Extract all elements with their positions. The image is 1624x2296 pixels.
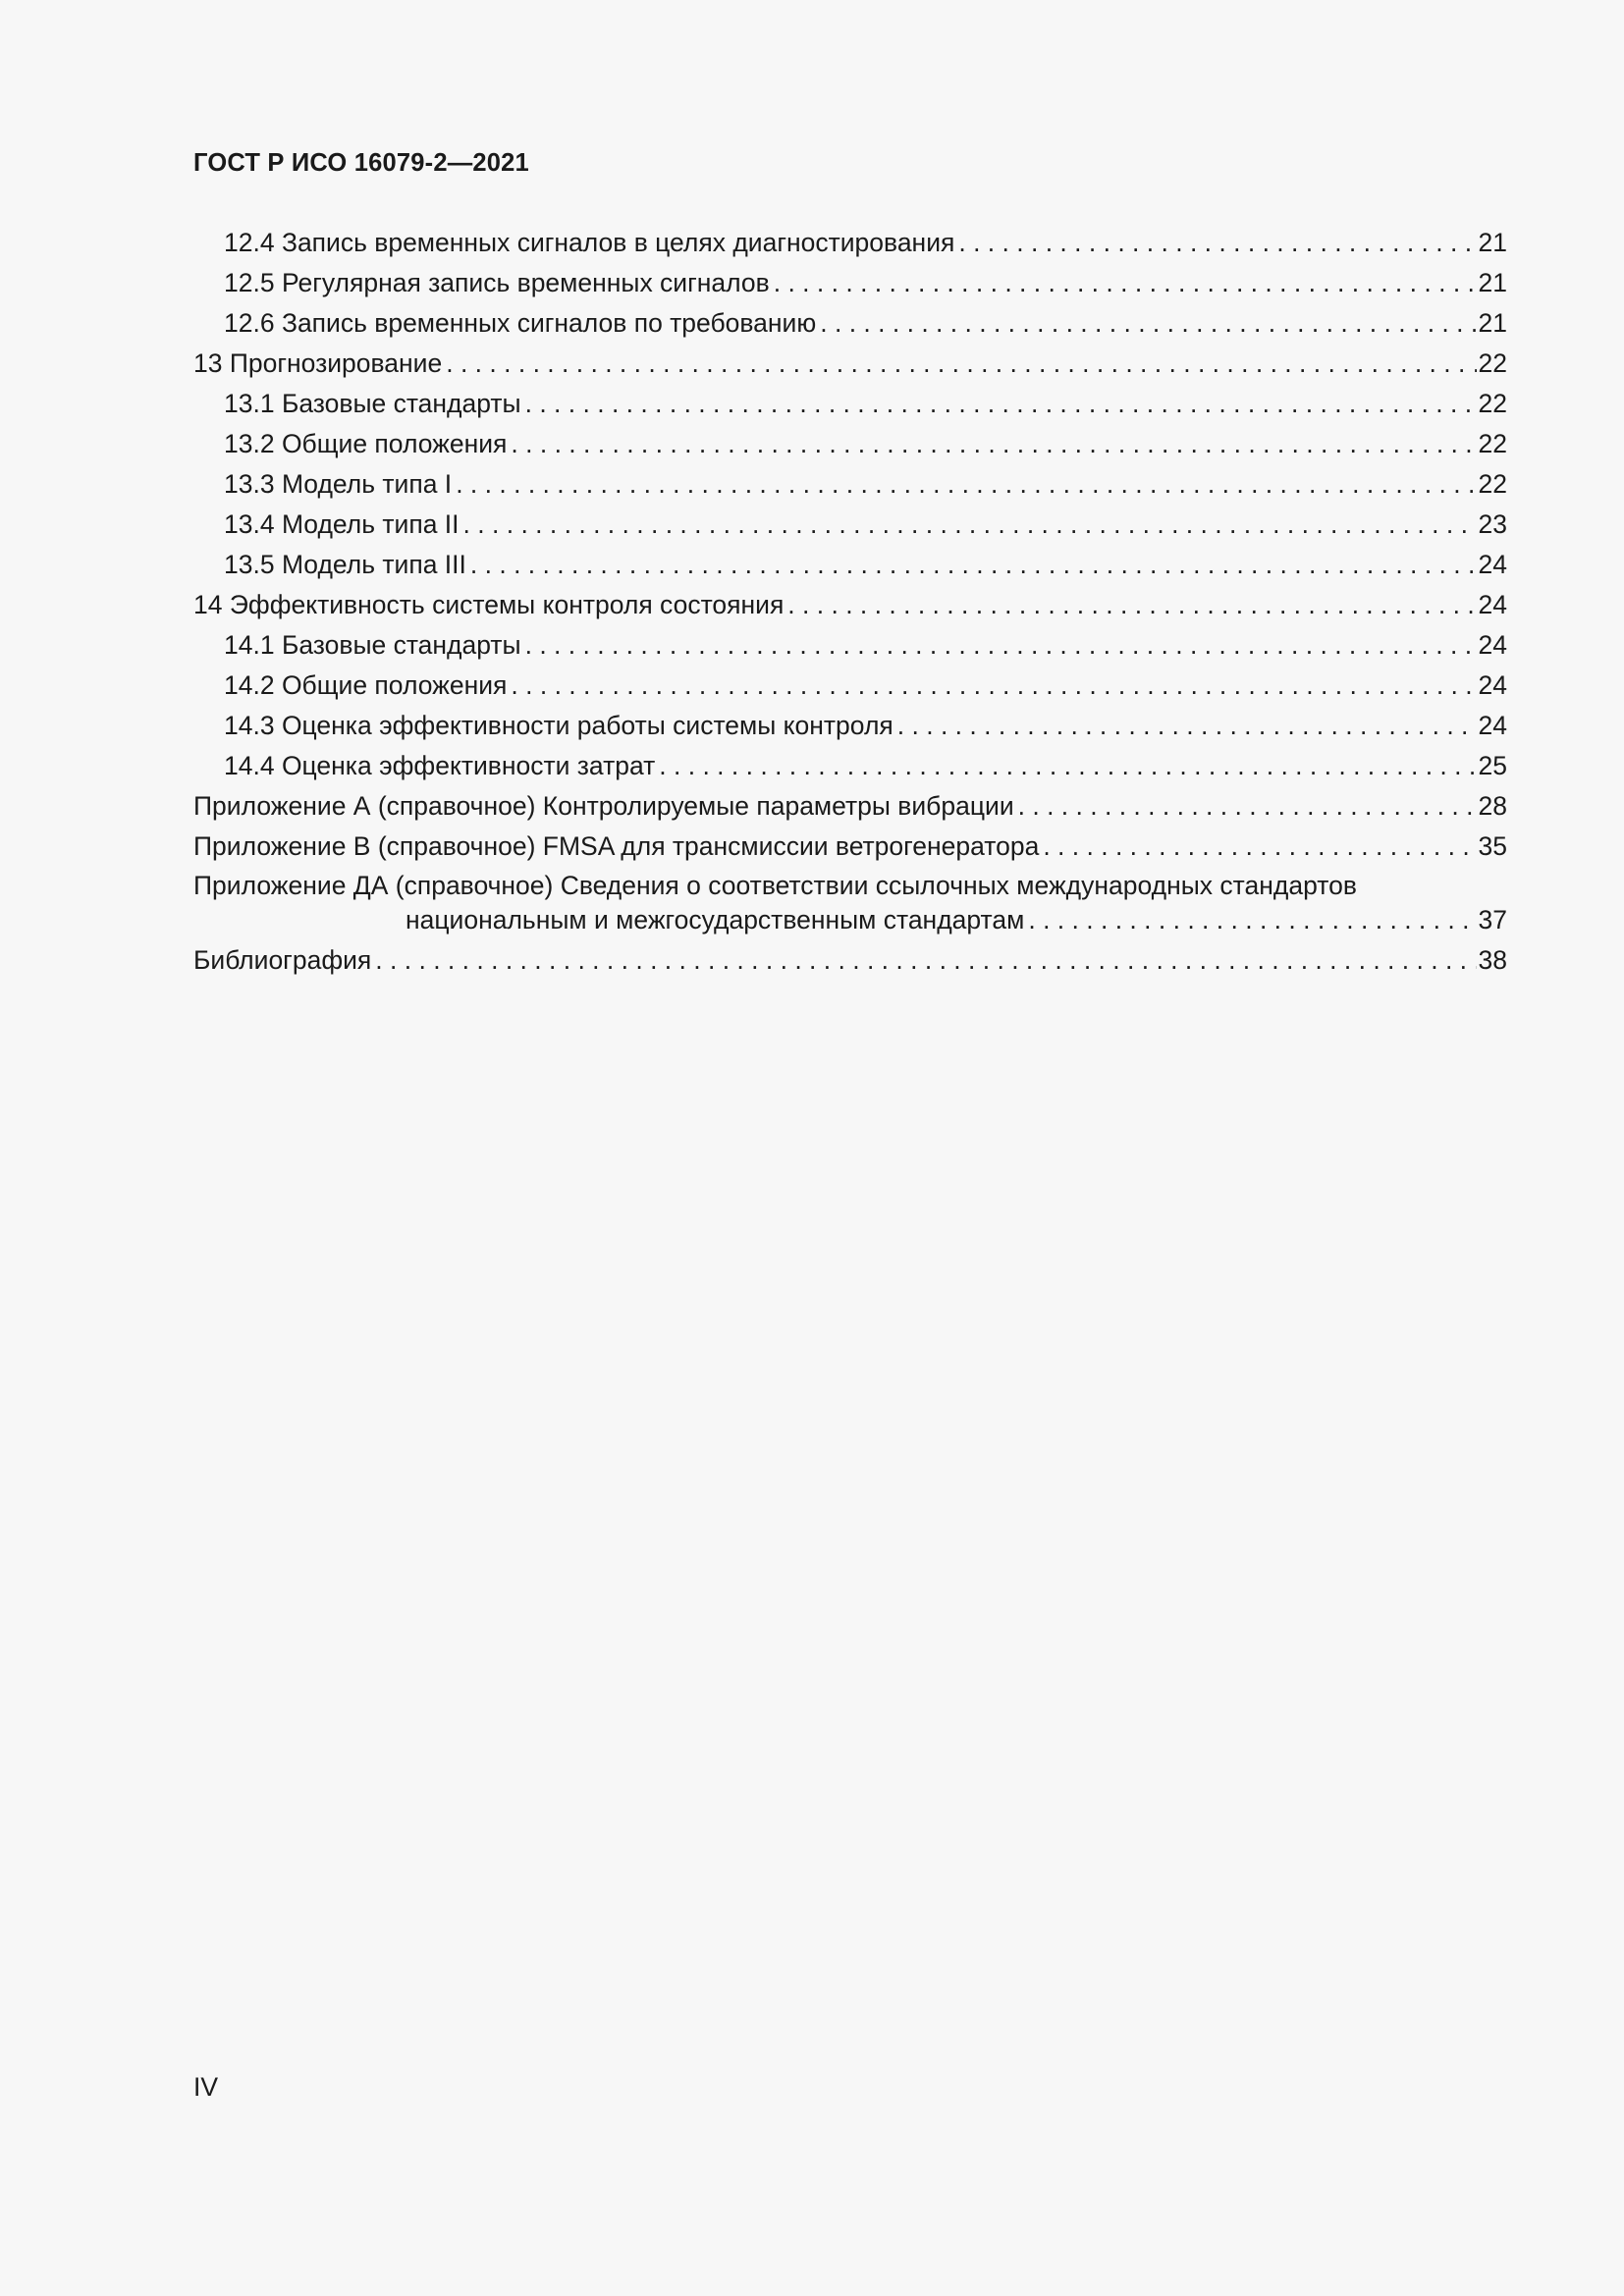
toc-entry-13-5[interactable] [193,547,1507,587]
toc-leader-dots [511,667,1476,703]
toc-entry-13-2[interactable] [193,426,1507,466]
toc-entry-14-3[interactable] [193,708,1507,748]
toc-entry-page: 23 [1478,509,1507,539]
toc-entry-title-continuation [193,902,1507,942]
toc-entry-annex-da[interactable] [193,869,1507,942]
toc-leader-dots [820,305,1476,341]
toc-entry-title: 14.4 Оценка эффективности затрат [224,751,656,780]
toc-entry-12-4[interactable] [193,225,1507,265]
toc-leader-dots [446,346,1476,381]
toc-entry-13[interactable] [193,346,1507,386]
toc-entry-bibliography[interactable] [193,942,1507,983]
toc-entry-page: 21 [1478,228,1507,257]
toc-entry-page: 24 [1478,711,1507,740]
toc-leader-dots [1028,902,1476,937]
toc-entry-title: 12.5 Регулярная запись временных сигналов [224,268,770,297]
toc-entry-title: Приложение А (справочное) Контролируемые параметры вибрации [193,791,1014,821]
toc-entry-14-2[interactable] [193,667,1507,708]
toc-entry-page: 25 [1478,751,1507,780]
toc-leader-dots [1018,788,1477,824]
toc-entry-title: 12.4 Запись временных сигналов в целях диагностирования [224,228,955,257]
toc-entry-12-5[interactable] [193,265,1507,305]
toc-entry-14[interactable] [193,587,1507,627]
toc-entry-14-1[interactable] [193,627,1507,667]
toc-entry-annex-a[interactable] [193,788,1507,828]
toc-entry-title: 14.3 Оценка эффективности работы системы контроля [224,711,893,740]
toc-entry-annex-b[interactable] [193,828,1507,869]
toc-entry-title: 12.6 Запись временных сигналов по требованию [224,308,817,338]
page-number: IV [193,2072,219,2102]
toc-leader-dots [897,708,1477,743]
toc-leader-dots [1043,828,1476,864]
toc-entry-13-4[interactable] [193,507,1507,547]
document-header: ГОСТ Р ИСО 16079-2—2021 [193,149,529,177]
toc-entry-page: 35 [1478,831,1507,861]
table-of-contents [193,225,1507,983]
toc-entry-page: 22 [1478,429,1507,458]
toc-entry-page: 22 [1478,348,1507,378]
toc-entry-page: 28 [1478,791,1507,821]
toc-entry-page: 38 [1478,945,1507,975]
toc-entry-page: 24 [1478,670,1507,700]
toc-entry-title: 13.5 Модель типа III [224,550,466,579]
toc-entry-page: 37 [1478,905,1507,934]
toc-leader-dots [659,748,1476,783]
toc-leader-dots [511,426,1476,461]
toc-entry-title: Приложение ДА (справочное) Сведения о соответствии ссылочных международных стандартов [193,871,1357,900]
toc-entry-page: 21 [1478,308,1507,338]
toc-leader-dots [470,547,1477,582]
toc-leader-dots [774,265,1477,300]
toc-entry-title: 14.2 Общие положения [224,670,508,700]
toc-entry-title: 13.4 Модель типа II [224,509,460,539]
toc-entry-title-second-line: национальным и межгосударственным стандартам [406,905,1025,934]
toc-entry-page: 24 [1478,590,1507,619]
toc-leader-dots [787,587,1476,622]
toc-entry-page: 24 [1478,630,1507,660]
toc-entry-page: 22 [1478,389,1507,418]
toc-entry-title: 13.2 Общие положения [224,429,508,458]
toc-leader-dots [456,466,1476,502]
toc-entry-title: Приложение В (справочное) FMSA для трансмиссии ветрогенератора [193,831,1040,861]
toc-entry-13-1[interactable] [193,386,1507,426]
toc-leader-dots [958,225,1476,260]
toc-leader-dots [525,627,1477,663]
toc-entry-title: 14 Эффективность системы контроля состояния [193,590,785,619]
toc-leader-dots [463,507,1477,542]
toc-entry-page: 24 [1478,550,1507,579]
toc-entry-title: Библиография [193,945,372,975]
toc-entry-page: 21 [1478,268,1507,297]
toc-entry-title: 13 Прогнозирование [193,348,443,378]
toc-entry-page: 22 [1478,469,1507,499]
toc-leader-dots [525,386,1477,421]
toc-entry-title: 13.1 Базовые стандарты [224,389,521,418]
toc-entry-13-3[interactable] [193,466,1507,507]
toc-entry-title: 14.1 Базовые стандарты [224,630,521,660]
toc-entry-title: 13.3 Модель типа I [224,469,453,499]
toc-leader-dots [375,942,1476,978]
toc-entry-12-6[interactable] [193,305,1507,346]
toc-entry-14-4[interactable] [193,748,1507,788]
